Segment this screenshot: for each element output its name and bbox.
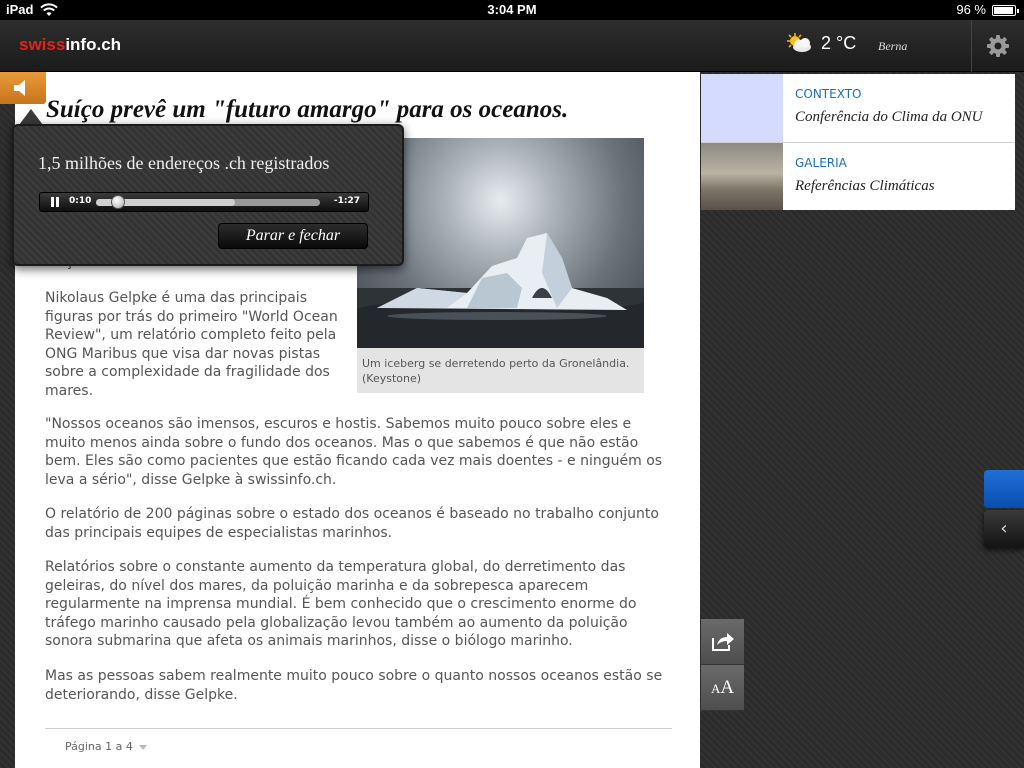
related-kicker: GALERIA xyxy=(795,156,847,170)
battery-icon xyxy=(992,5,1016,16)
article-paragraph: Relatórios sobre o constante aumento da temperatura global, do derretimento das geleiras, do nível dos mares, da poluição marinha e da sobrepesca aparecem regularmente na imprensa mundial. É bem conhecido que o crescimento enorme do tráfego marinho causado pela globalização levou também ao aumento da poluição sonora submarina que afeta os animais marinhos, disse o biólogo marinho. xyxy=(45,559,637,649)
gear-icon[interactable] xyxy=(986,34,1010,58)
page-indicator: Página 1 a 4 xyxy=(65,740,133,753)
clock: 3:04 PM xyxy=(487,2,537,17)
font-size-button[interactable] xyxy=(701,665,744,711)
pause-icon[interactable] xyxy=(50,197,60,207)
article-title: Suíço prevê um "futuro amargo" para os oceanos. xyxy=(46,96,569,123)
device-name: iPad xyxy=(6,2,34,17)
related-thumbnail xyxy=(701,74,783,142)
popover-arrow xyxy=(19,109,43,125)
chevron-down-icon xyxy=(139,745,147,750)
related-headline: Referências Climáticas xyxy=(795,178,935,194)
audio-track-title: 1,5 milhões de endereços .ch registrados xyxy=(38,153,330,173)
article-paragraph: Nikolaus Gelpke é uma das principais figuras por trás do primeiro "World Ocean Review", um relatório completo feito pela ONG Maribus que visa dar novas pistas sobre a complexidade da fragilidade dos mares. xyxy=(45,290,338,399)
swissinfo-logo[interactable]: swissinfo.ch xyxy=(19,35,122,54)
audio-button[interactable] xyxy=(0,72,46,104)
partly-cloudy-icon xyxy=(785,32,813,54)
side-panel-tab[interactable] xyxy=(984,470,1024,508)
related-kicker: CONTEXTO xyxy=(795,87,862,101)
temperature: 2 °C xyxy=(821,33,857,53)
share-icon xyxy=(711,630,735,652)
related-thumbnail xyxy=(701,143,783,210)
seek-thumb[interactable] xyxy=(111,195,125,209)
app-header xyxy=(0,20,1024,72)
related-item-context[interactable] xyxy=(701,74,1015,142)
elapsed-time: 0:10 xyxy=(69,196,92,206)
article-paragraph: Mas as pessoas sabem realmente muito pouco sobre o quanto nossos oceanos estão se deteriorando, disse Gelpke. xyxy=(45,668,663,703)
related-item-gallery[interactable] xyxy=(701,142,1015,210)
stop-and-close-button[interactable]: Parar e fechar xyxy=(218,223,368,249)
header-divider xyxy=(971,20,972,72)
font-large-glyph: A xyxy=(720,677,735,698)
chevron-left-icon[interactable]: ‹ xyxy=(984,510,1024,548)
font-small-glyph: A xyxy=(710,681,721,696)
seek-bar[interactable] xyxy=(96,199,320,206)
city-name[interactable]: Berna xyxy=(878,39,908,53)
remaining-time: -1:27 xyxy=(333,196,360,206)
battery-percent: 96 % xyxy=(956,2,986,17)
image-caption: Um iceberg se derretendo perto da Gronelândia. (Keystone) xyxy=(362,357,630,385)
article-paragraph: O relatório de 200 páginas sobre o estado dos oceanos é baseado no trabalho conjunto das principais equipes de especialistas marinhos. xyxy=(45,506,659,541)
page-selector[interactable] xyxy=(65,740,147,753)
share-button[interactable] xyxy=(701,619,744,665)
related-headline: Conferência do Clima da ONU xyxy=(795,109,983,125)
speaker-icon xyxy=(13,79,33,97)
status-bar xyxy=(0,0,1024,20)
footer-divider xyxy=(45,728,672,729)
audio-player xyxy=(39,192,369,212)
audio-player-popover xyxy=(12,124,404,266)
article-paragraph: "Nossos oceanos são imensos, escuros e hostis. Sabemos muito pouco sobre eles e muito menos ainda sobre o fundo dos oceanos. Mas o que sabemos é que não estão bem. Eles são como pacientes que estão ficando cada vez mais doentes - e ninguém os leva a sério", disse Gelpke à swissinfo.ch. xyxy=(45,416,663,488)
